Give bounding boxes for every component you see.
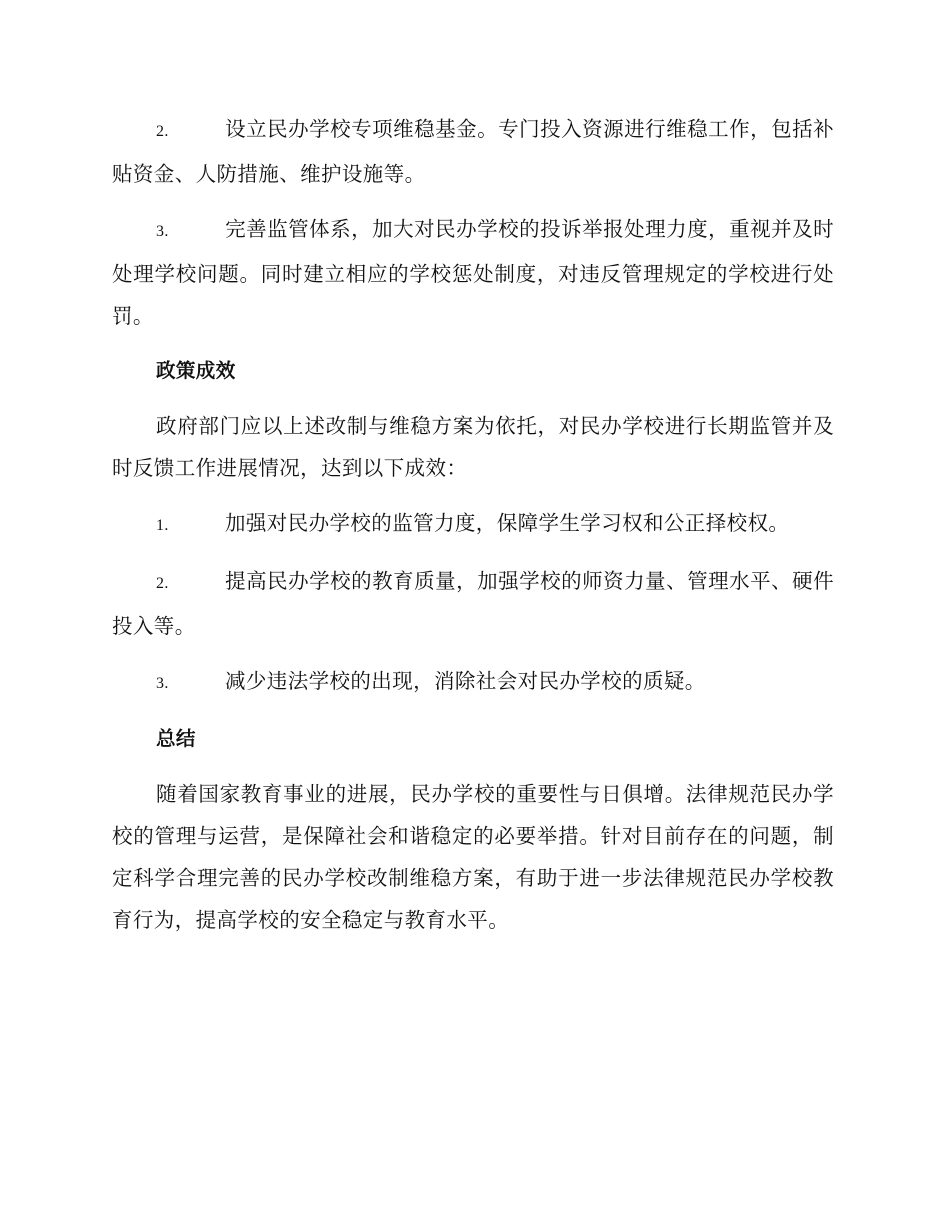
list-item-text: 完善监管体系，加大对民办学校的投诉举报处理力度，重视并及时处理学校问题。同时建立相应的学校惩处制度，对违反管理规定的学校进行处罚。 xyxy=(112,217,834,328)
list-item-text: 提高民办学校的教育质量，加强学校的师资力量、管理水平、硬件投入等。 xyxy=(112,569,834,638)
list-item xyxy=(112,660,834,705)
list-number: 3. xyxy=(156,223,169,240)
list-item xyxy=(112,502,834,547)
section-heading-summary: 总结 xyxy=(156,727,196,750)
list-item xyxy=(112,208,834,337)
document-page xyxy=(112,108,834,954)
list-item-text: 设立民办学校专项维稳基金。专门投入资源进行维稳工作，包括补贴资金、人防措施、维护设施等。 xyxy=(112,117,834,186)
paragraph: 随着国家教育事业的进展，民办学校的重要性与日俱增。法律规范民办学校的管理与运营，是保障社会和谐稳定的必要举措。针对目前存在的问题，制定科学合理完善的民办学校改制维稳方案，有助于进一步法律规范民办学校教育行为，提高学校的安全稳定与教育水平。 xyxy=(112,782,834,932)
list-item xyxy=(112,108,834,195)
list-number: 3. xyxy=(156,675,169,692)
list-number: 1. xyxy=(156,517,169,534)
list-item xyxy=(112,560,834,647)
list-number: 2. xyxy=(156,575,169,592)
paragraph: 政府部门应以上述改制与维稳方案为依托，对民办学校进行长期监管并及时反馈工作进展情况，达到以下成效： xyxy=(112,414,834,480)
list-item-text: 减少违法学校的出现，消除社会对民办学校的质疑。 xyxy=(225,669,706,693)
list-item-text: 加强对民办学校的监管力度，保障学生学习权和公正择校权。 xyxy=(225,511,790,535)
list-number: 2. xyxy=(156,123,169,140)
section-heading-policy-effect: 政策成效 xyxy=(156,359,236,382)
